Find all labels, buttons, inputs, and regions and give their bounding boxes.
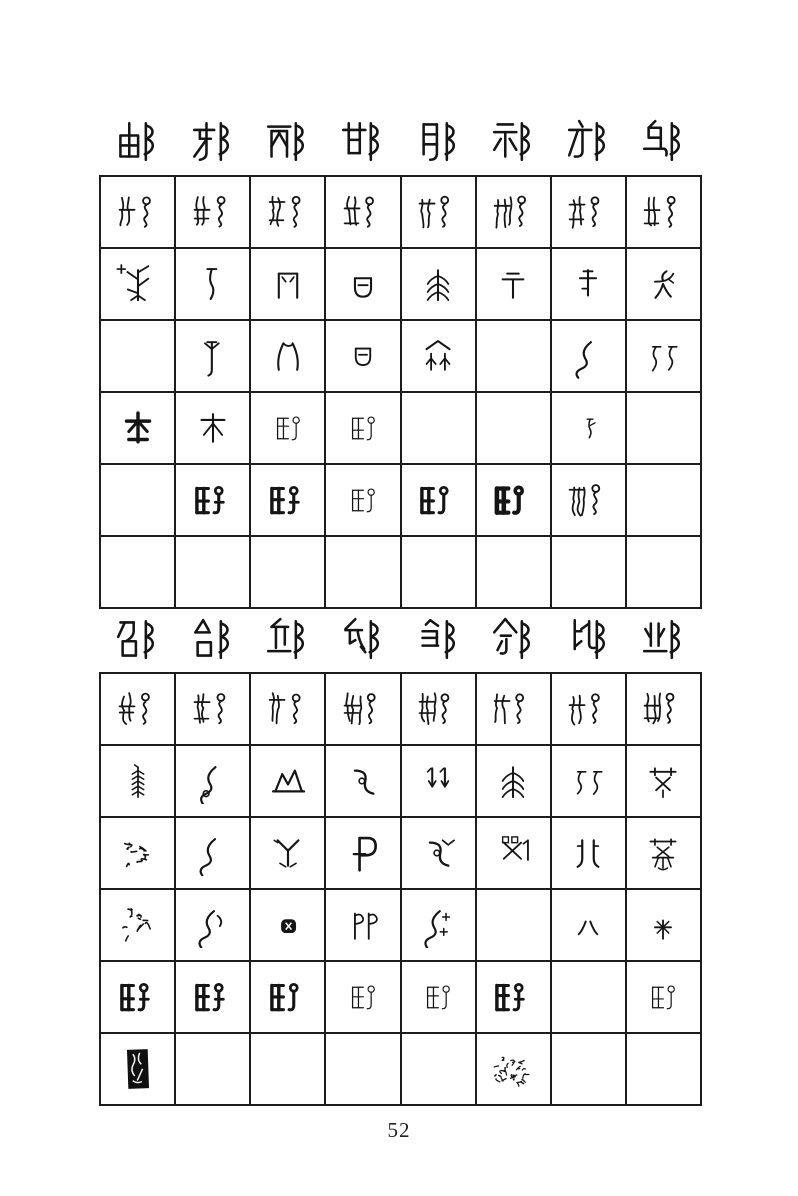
glyph-cell — [476, 248, 551, 320]
empty-cell — [325, 1033, 400, 1105]
glyph-cell — [626, 320, 701, 392]
glyph-cell — [401, 673, 476, 745]
glyph-cell — [401, 889, 476, 961]
header-row-top — [99, 114, 701, 168]
header-character — [99, 612, 174, 666]
header-character — [325, 612, 400, 666]
empty-cell — [401, 1033, 476, 1105]
page-number: 52 — [387, 1118, 411, 1142]
header-character — [250, 612, 325, 666]
glyph-cell — [250, 320, 325, 392]
header-character — [475, 114, 550, 168]
glyph-cell — [551, 248, 626, 320]
glyph-cell — [100, 745, 175, 817]
glyph-cell — [476, 817, 551, 889]
glyph-cell — [250, 889, 325, 961]
glyph-cell — [250, 961, 325, 1033]
glyph-cell — [626, 889, 701, 961]
glyph-cell — [250, 392, 325, 464]
glyph-cell — [476, 1033, 551, 1105]
glyph-cell — [250, 817, 325, 889]
glyph-cell — [100, 176, 175, 248]
glyph-cell — [626, 745, 701, 817]
glyph-cell — [476, 464, 551, 536]
glyph-cell — [175, 248, 250, 320]
header-character — [99, 114, 174, 168]
glyph-cell — [401, 817, 476, 889]
glyph-cell — [626, 817, 701, 889]
glyph-cell — [476, 176, 551, 248]
glyph-cell — [175, 464, 250, 536]
empty-cell — [626, 1033, 701, 1105]
empty-cell — [250, 536, 325, 608]
glyph-cell — [175, 673, 250, 745]
glyph-cell — [175, 745, 250, 817]
glyph-cell — [250, 745, 325, 817]
glyph-cell — [551, 745, 626, 817]
glyph-cell — [325, 320, 400, 392]
glyph-cell — [325, 961, 400, 1033]
glyph-cell — [401, 320, 476, 392]
glyph-cell — [100, 392, 175, 464]
header-character — [250, 114, 325, 168]
glyph-cell — [325, 392, 400, 464]
empty-cell — [551, 961, 626, 1033]
empty-cell — [626, 536, 701, 608]
header-character — [325, 114, 400, 168]
glyph-cell — [250, 464, 325, 536]
glyph-cell — [401, 176, 476, 248]
glyph-cell — [325, 745, 400, 817]
empty-cell — [476, 536, 551, 608]
glyph-cell — [401, 745, 476, 817]
header-character — [626, 114, 701, 168]
glyph-cell — [250, 248, 325, 320]
empty-cell — [476, 320, 551, 392]
glyph-cell — [175, 320, 250, 392]
glyph-cell — [476, 673, 551, 745]
header-character — [475, 612, 550, 666]
glyph-cell — [551, 176, 626, 248]
glyph-cell — [100, 248, 175, 320]
glyph-cell — [325, 889, 400, 961]
empty-cell — [175, 536, 250, 608]
glyph-cell — [626, 248, 701, 320]
empty-cell — [626, 464, 701, 536]
glyph-cell — [626, 961, 701, 1033]
header-character — [626, 612, 701, 666]
empty-cell — [476, 889, 551, 961]
empty-cell — [626, 392, 701, 464]
header-character — [551, 612, 626, 666]
glyph-table-bottom — [99, 672, 702, 1106]
glyph-cell — [100, 1033, 175, 1105]
empty-cell — [401, 536, 476, 608]
glyph-cell — [401, 961, 476, 1033]
glyph-cell — [626, 673, 701, 745]
glyph-cell — [551, 673, 626, 745]
header-character — [174, 114, 249, 168]
glyph-cell — [325, 464, 400, 536]
empty-cell — [250, 1033, 325, 1105]
empty-cell — [175, 1033, 250, 1105]
glyph-table-top — [99, 175, 702, 609]
glyph-cell — [175, 176, 250, 248]
glyph-cell — [325, 673, 400, 745]
empty-cell — [100, 320, 175, 392]
glyph-cell — [100, 961, 175, 1033]
empty-cell — [100, 536, 175, 608]
glyph-cell — [551, 464, 626, 536]
header-character — [551, 114, 626, 168]
empty-cell — [476, 392, 551, 464]
glyph-cell — [325, 248, 400, 320]
glyph-cell — [250, 176, 325, 248]
glyph-cell — [626, 176, 701, 248]
empty-cell — [100, 464, 175, 536]
glyph-cell — [100, 889, 175, 961]
glyph-cell — [551, 320, 626, 392]
glyph-cell — [100, 673, 175, 745]
header-character — [174, 612, 249, 666]
glyph-cell — [401, 248, 476, 320]
glyph-cell — [476, 961, 551, 1033]
glyph-cell — [551, 392, 626, 464]
header-character — [400, 114, 475, 168]
glyph-cell — [401, 464, 476, 536]
glyph-cell — [551, 889, 626, 961]
glyph-cell — [325, 176, 400, 248]
empty-cell — [401, 392, 476, 464]
glyph-cell — [250, 673, 325, 745]
empty-cell — [551, 1033, 626, 1105]
glyph-cell — [100, 817, 175, 889]
glyph-cell — [175, 961, 250, 1033]
empty-cell — [325, 536, 400, 608]
glyph-cell — [175, 889, 250, 961]
header-character — [400, 612, 475, 666]
header-row-bottom — [99, 612, 701, 666]
glyph-cell — [175, 817, 250, 889]
glyph-cell — [325, 817, 400, 889]
glyph-cell — [175, 392, 250, 464]
glyph-cell — [551, 817, 626, 889]
glyph-cell — [476, 745, 551, 817]
empty-cell — [551, 536, 626, 608]
